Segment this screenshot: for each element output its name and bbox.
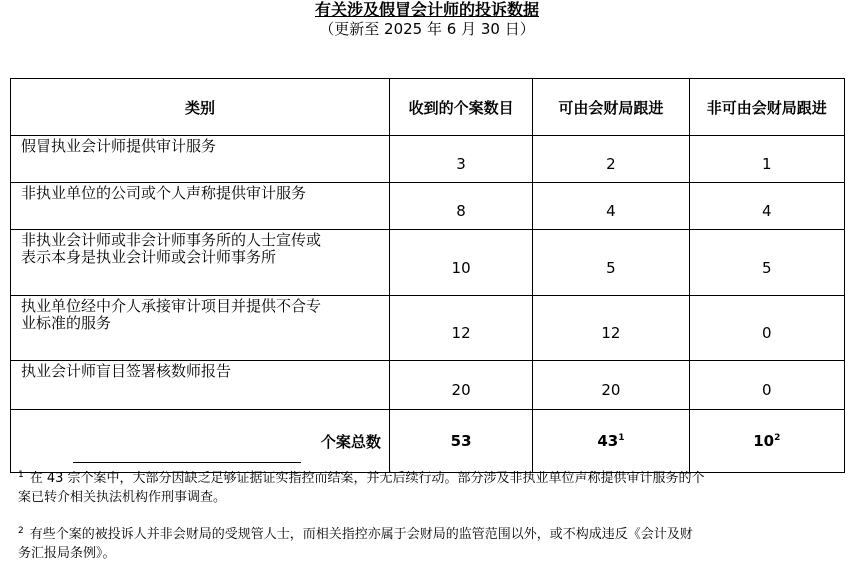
row-non-frc: 4 xyxy=(689,183,844,230)
row-category: 执业会计师盲目签署核数师报告 xyxy=(11,361,390,410)
row-category xyxy=(11,296,390,361)
total-row xyxy=(11,410,845,473)
total-label: 个案总数 xyxy=(11,410,390,473)
row-received: 12 xyxy=(389,296,532,361)
row-non-frc: 1 xyxy=(689,136,844,183)
footnote-line xyxy=(18,469,846,488)
document-subtitle: （更新至 2025 年 6 月 30 日） xyxy=(319,20,535,38)
row-category-line: 执业单位经中介人承接审计项目并提供不合专 xyxy=(21,297,322,315)
row-frc: 2 xyxy=(533,136,689,183)
row-non-frc: 0 xyxy=(689,296,844,361)
row-category xyxy=(11,230,390,296)
footnote-ref-1: 1 xyxy=(618,433,625,443)
header-frc: 可由会财局跟进 xyxy=(533,79,689,136)
footnote-line: 务汇报局条例》。 xyxy=(18,546,116,561)
complaints-table xyxy=(10,78,845,473)
footnote-2 xyxy=(18,525,846,563)
table-row xyxy=(11,361,845,410)
footnote-text: 在 43 宗个案中，大部分因缺乏足够证据证实指控而结案，并无后续行动。部分涉及非执业单位声称提供审计服务的个 xyxy=(29,471,705,486)
table-row xyxy=(11,296,845,361)
row-category-line: 非执业会计师或非会计师事务所的人士宣传或 xyxy=(21,231,322,249)
table-row xyxy=(11,230,845,296)
row-frc: 5 xyxy=(533,230,689,296)
table-header-row xyxy=(11,79,845,136)
total-received: 53 xyxy=(389,410,532,473)
total-non-frc-value: 10 xyxy=(753,432,775,450)
header-category: 类别 xyxy=(11,79,390,136)
row-frc: 4 xyxy=(533,183,689,230)
row-received: 8 xyxy=(389,183,532,230)
row-received: 3 xyxy=(389,136,532,183)
total-frc xyxy=(533,410,689,473)
footnote-text: 有些个案的被投诉人并非会财局的受规管人士，而相关指控亦属于会财局的监管范围以外，或不构成违反《会计及财 xyxy=(29,527,693,542)
row-received: 10 xyxy=(389,230,532,296)
row-frc: 20 xyxy=(533,361,689,410)
row-non-frc: 5 xyxy=(689,230,844,296)
header-non-frc: 非可由会财局跟进 xyxy=(689,79,844,136)
footnote-separator xyxy=(73,462,301,463)
total-non-frc xyxy=(689,410,844,473)
row-category-line: 表示本身是执业会计师或会计师事务所 xyxy=(21,248,277,266)
footnote-mark: 2 xyxy=(18,525,24,536)
row-received: 20 xyxy=(389,361,532,410)
footnote-ref-2: 2 xyxy=(774,433,781,443)
row-non-frc: 0 xyxy=(689,361,844,410)
footnote-line xyxy=(18,525,846,544)
footnote-line: 案已转介相关执法机构作刑事调查。 xyxy=(18,490,227,505)
row-category: 非执业单位的公司或个人声称提供审计服务 xyxy=(11,183,390,230)
footnote-mark: 1 xyxy=(18,469,24,480)
footnote-1 xyxy=(18,469,846,507)
document-title: 有关涉及假冒会计师的投诉数据 xyxy=(314,0,539,19)
row-category-line: 业标准的服务 xyxy=(21,314,112,332)
table-row xyxy=(11,136,845,183)
header-received: 收到的个案数目 xyxy=(389,79,532,136)
total-frc-value: 43 xyxy=(597,432,619,450)
row-category: 假冒执业会计师提供审计服务 xyxy=(11,136,390,183)
table-row xyxy=(11,183,845,230)
row-frc: 12 xyxy=(533,296,689,361)
